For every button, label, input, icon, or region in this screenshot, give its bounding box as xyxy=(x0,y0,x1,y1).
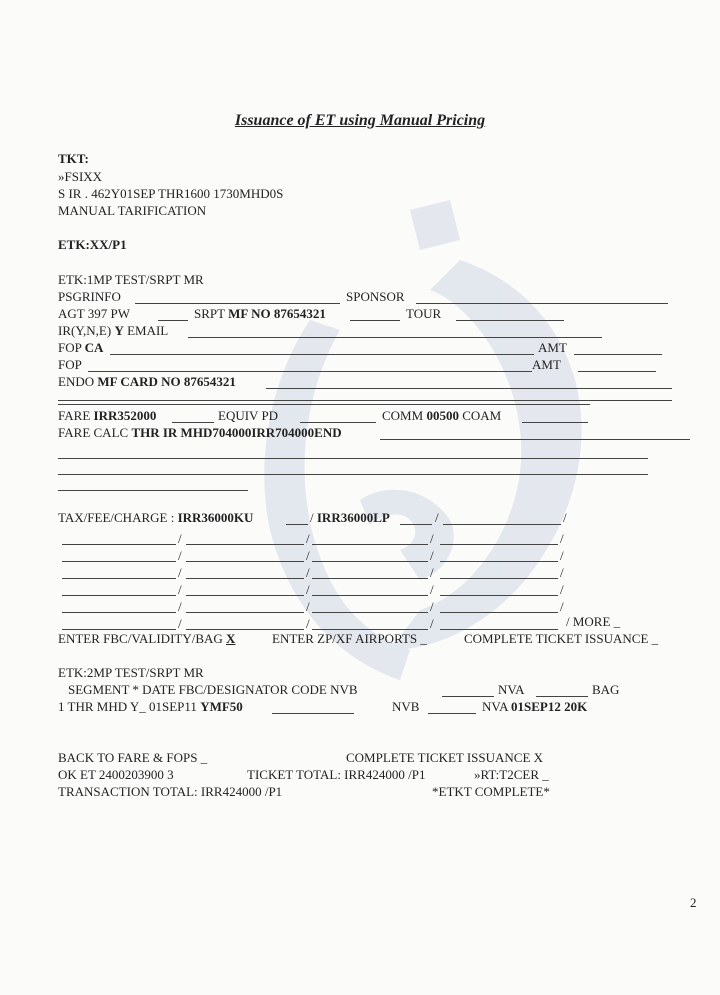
tax-slash: / xyxy=(560,565,564,580)
tkt-command-1: »FSIXX xyxy=(58,169,103,184)
nvb2-field[interactable] xyxy=(428,713,476,714)
tax2-field[interactable] xyxy=(400,524,432,525)
tkt-label: TKT: xyxy=(58,151,89,166)
tax-field[interactable] xyxy=(312,544,428,545)
nva-field[interactable] xyxy=(536,696,588,697)
complete-issuance-1[interactable]: COMPLETE TICKET ISSUANCE _ xyxy=(464,631,659,646)
fare-label: FARE xyxy=(58,408,91,423)
comm-line xyxy=(382,408,501,424)
farecalc-field-4[interactable] xyxy=(58,490,248,491)
more-label: / MORE _ xyxy=(566,614,621,629)
email-line xyxy=(58,323,168,339)
farecalc-field-3[interactable] xyxy=(58,474,648,475)
tax-slash: / xyxy=(430,531,434,546)
tax-slash: / xyxy=(178,599,182,614)
tkt-command-2: S IR . 462Y01SEP THR1600 1730MHD0S xyxy=(58,186,284,201)
nva2-line xyxy=(482,699,587,715)
equiv-field[interactable] xyxy=(300,422,376,423)
segment-fbc-field[interactable] xyxy=(272,713,354,714)
tour-label: TOUR xyxy=(406,306,442,321)
tax-slash: / xyxy=(306,582,310,597)
comm-label: COMM xyxy=(382,408,424,423)
tax-field[interactable] xyxy=(62,544,176,545)
tax-slash: / xyxy=(178,616,182,631)
tax-slash: / xyxy=(306,599,310,614)
etk1-header: ETK:1MP TEST/SRPT MR xyxy=(58,272,204,287)
tax-slash: / xyxy=(430,548,434,563)
ticket-total: TICKET TOTAL: IRR424000 /P1 xyxy=(247,767,426,782)
tax-slash: / xyxy=(306,565,310,580)
sponsor-field[interactable] xyxy=(416,303,668,304)
tax-slash: / xyxy=(430,582,434,597)
tax3-field[interactable] xyxy=(443,524,561,525)
page-number: 2 xyxy=(690,895,697,910)
etkt-complete: *ETKT COMPLETE* xyxy=(432,784,550,799)
srpt-value: MF NO 87654321 xyxy=(228,306,326,321)
fare-rule xyxy=(58,404,590,405)
endo-value: MF CARD NO 87654321 xyxy=(97,374,236,389)
tax-field[interactable] xyxy=(440,612,558,613)
tax-slash: / xyxy=(178,565,182,580)
page-title: Issuance of ET using Manual Pricing xyxy=(234,112,486,129)
farecalc-value: THR IR MHD704000IRR704000END xyxy=(131,425,342,440)
tax-slash: / xyxy=(178,548,182,563)
amt2-field[interactable] xyxy=(578,371,656,372)
tax-slash: / xyxy=(430,599,434,614)
etk2-header: ETK:2MP TEST/SRPT MR xyxy=(58,665,204,680)
psginfo-field[interactable] xyxy=(135,303,340,304)
comm-value: 00500 xyxy=(426,408,459,423)
fop1-label: FOP xyxy=(58,340,82,355)
tax-field[interactable] xyxy=(312,561,428,562)
tax-field[interactable] xyxy=(186,595,304,596)
bag-label: BAG xyxy=(592,682,620,697)
amt1-field[interactable] xyxy=(574,354,662,355)
tkt-command-3: MANUAL TARIFICATION xyxy=(58,203,207,218)
tax-slash: / xyxy=(560,582,564,597)
coam-field[interactable] xyxy=(522,422,588,423)
rt-command[interactable]: »RT:T2CER _ xyxy=(474,767,549,782)
segment-row xyxy=(58,699,243,715)
tax2-value: IRR36000LP xyxy=(316,510,390,525)
tax-field[interactable] xyxy=(440,578,558,579)
etk-command: ETK:XX/P1 xyxy=(58,237,127,252)
tax-field[interactable] xyxy=(62,629,176,630)
endo-label: ENDO xyxy=(58,374,95,389)
tax-field[interactable] xyxy=(62,612,176,613)
fop1-value: CA xyxy=(84,340,104,355)
tax-field[interactable] xyxy=(312,629,428,630)
tax-slash: / xyxy=(178,582,182,597)
enter-fbc-x[interactable]: X xyxy=(226,631,236,646)
coam-label: COAM xyxy=(462,408,502,423)
endo-line xyxy=(58,374,236,390)
nvb-field[interactable] xyxy=(442,696,494,697)
nva2-label: NVA xyxy=(482,699,508,714)
back-to-fare[interactable]: BACK TO FARE & FOPS _ xyxy=(58,750,208,765)
segment-row-text: 1 THR MHD Y_ 01SEP11 xyxy=(58,699,197,714)
segment-header: SEGMENT * DATE FBC/DESIGNATOR CODE NVB xyxy=(68,682,358,697)
endo-field[interactable] xyxy=(266,388,672,389)
fop1-line xyxy=(58,340,103,356)
sponsor-label: SPONSOR xyxy=(346,289,405,304)
srpt-line xyxy=(194,306,326,322)
tax-slash: / xyxy=(178,531,182,546)
farecalc-label: FARE CALC xyxy=(58,425,129,440)
email-field[interactable] xyxy=(188,337,602,338)
srpt-label: SRPT xyxy=(194,306,225,321)
fare-value: IRR352000 xyxy=(93,408,157,423)
tax-slash: / xyxy=(306,548,310,563)
ok-et-line: OK ET 2400203900 3 xyxy=(58,767,174,782)
tax-field[interactable] xyxy=(186,629,304,630)
tax-slash: / xyxy=(306,531,310,546)
tax-label: TAX/FEE/CHARGE : xyxy=(58,510,175,525)
tax-field[interactable] xyxy=(440,629,558,630)
segment-fbc: YMF50 xyxy=(200,699,243,714)
complete-issuance-2[interactable]: COMPLETE TICKET ISSUANCE X xyxy=(346,750,544,765)
tax-slash: / xyxy=(560,531,564,546)
nva-label: NVA xyxy=(498,682,525,697)
fop2-field[interactable] xyxy=(88,371,532,372)
tax-field[interactable] xyxy=(62,561,176,562)
enter-fbc-line xyxy=(58,631,235,647)
tax-field[interactable] xyxy=(312,595,428,596)
farecalc-field[interactable] xyxy=(380,439,690,440)
tax-line xyxy=(58,510,253,526)
tax-field[interactable] xyxy=(186,612,304,613)
tax-field[interactable] xyxy=(186,578,304,579)
farecalc-line xyxy=(58,425,342,441)
tax-slash: / xyxy=(306,616,310,631)
farecalc-field-2[interactable] xyxy=(58,458,648,459)
tax-field[interactable] xyxy=(440,561,558,562)
tax2-line: / IRR36000LP xyxy=(310,510,390,525)
tax-slash-4: / xyxy=(563,510,567,525)
tax-field[interactable] xyxy=(62,595,176,596)
equiv-label: EQUIV PD xyxy=(218,408,279,423)
tax-field[interactable] xyxy=(440,544,558,545)
tax-slash: / xyxy=(560,599,564,614)
srpt-field[interactable] xyxy=(350,320,400,321)
enter-fbc-label: ENTER FBC/VALIDITY/BAG xyxy=(58,631,223,646)
tax1-field[interactable] xyxy=(286,524,308,525)
fare-line xyxy=(58,408,156,424)
amt2-label: AMT xyxy=(532,357,561,372)
nvb2-label: NVB xyxy=(392,699,420,714)
tax-slash: / xyxy=(430,565,434,580)
fare-field[interactable] xyxy=(172,422,214,423)
tax-field[interactable] xyxy=(312,612,428,613)
endo-field-2[interactable] xyxy=(58,400,672,401)
tax-field[interactable] xyxy=(440,595,558,596)
tax-slash: / xyxy=(560,548,564,563)
tax-field[interactable] xyxy=(62,578,176,579)
fop1-field[interactable] xyxy=(110,354,534,355)
amt1-label: AMT xyxy=(538,340,567,355)
psginfo-label: PSGRINFO xyxy=(58,289,121,304)
tour-field[interactable] xyxy=(456,320,564,321)
email-label: EMAIL xyxy=(127,323,169,338)
enter-zp-label[interactable]: ENTER ZP/XF AIRPORTS _ xyxy=(272,631,427,646)
agt-field[interactable] xyxy=(158,320,188,321)
nva2-value: 01SEP12 20K xyxy=(511,699,588,714)
fop2-label: FOP xyxy=(58,357,82,372)
tax-slash-3: / xyxy=(435,510,439,525)
email-prefix: IR(Y,N,E) xyxy=(58,323,112,338)
tax-field[interactable] xyxy=(186,544,304,545)
agt-label: AGT 397 PW xyxy=(58,306,130,321)
email-y: Y xyxy=(114,323,124,338)
tax-field[interactable] xyxy=(186,561,304,562)
tax1-value: IRR36000KU xyxy=(177,510,254,525)
tax-field[interactable] xyxy=(312,578,428,579)
tax-slash: / xyxy=(430,616,434,631)
transaction-total: TRANSACTION TOTAL: IRR424000 /P1 xyxy=(58,784,283,799)
